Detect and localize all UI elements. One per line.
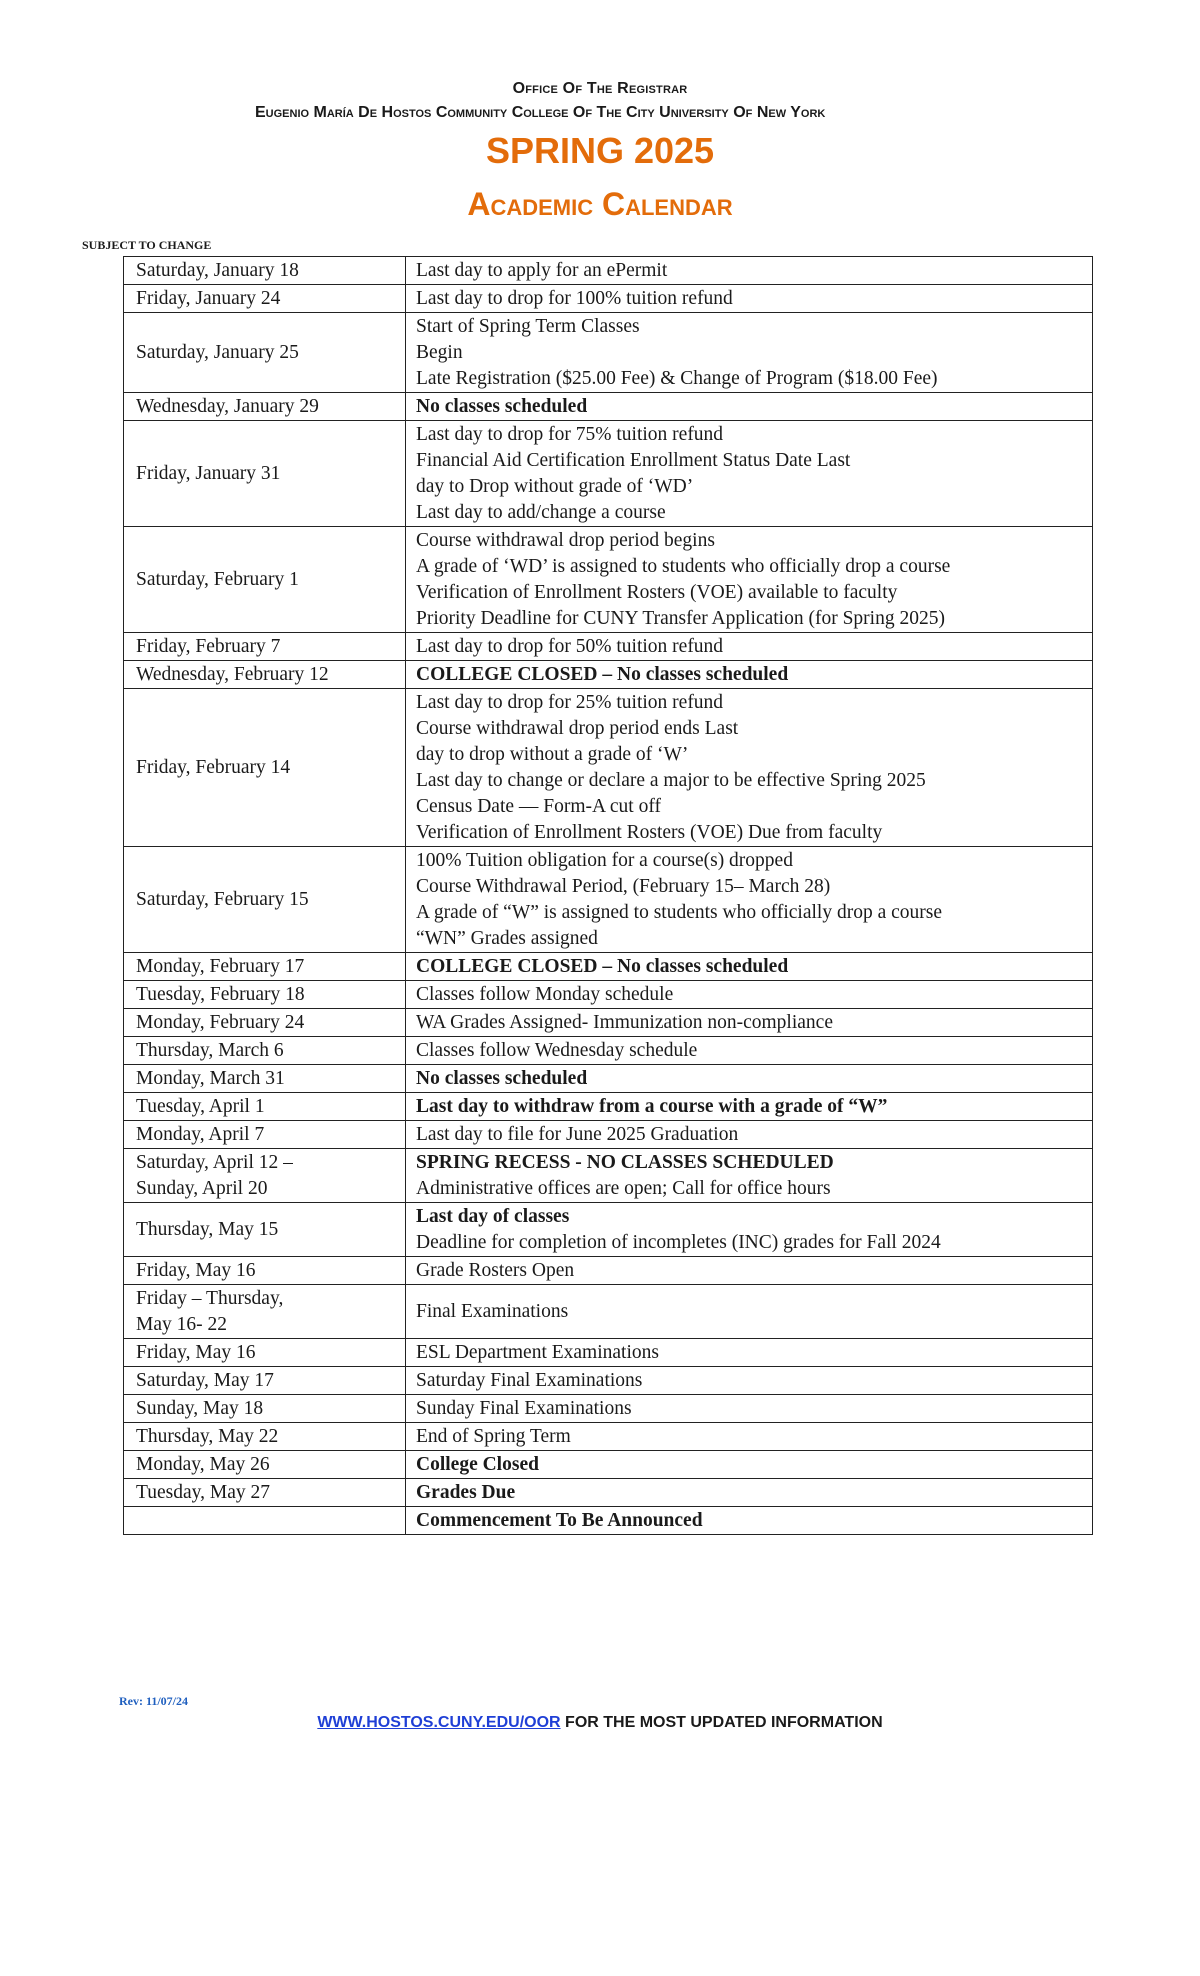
event-cell [406, 1395, 1093, 1423]
calendar-row [124, 953, 1093, 981]
date-cell [124, 313, 406, 393]
calendar-row [124, 1395, 1093, 1423]
event-text: 100% Tuition obligation for a course(s) dropped [416, 850, 793, 871]
calendar-row [124, 285, 1093, 313]
event-cell [406, 1203, 1093, 1257]
calendar-row [124, 1507, 1093, 1535]
event-cell [406, 953, 1093, 981]
date-cell [124, 1065, 406, 1093]
date-cell [124, 847, 406, 953]
date-cell [124, 1257, 406, 1285]
event-cell [406, 1093, 1093, 1121]
date-text: Tuesday, February 18 [136, 984, 305, 1005]
event-text: Grades Due [416, 1482, 516, 1503]
calendar-row [124, 1257, 1093, 1285]
event-text: Course withdrawal drop period begins [416, 530, 715, 551]
event-cell [406, 1121, 1093, 1149]
calendar-row [124, 633, 1093, 661]
event-text: Last day to drop for 100% tuition refund [416, 288, 733, 309]
calendar-row [124, 661, 1093, 689]
date-text: Tuesday, May 27 [136, 1482, 270, 1503]
event-cell [406, 421, 1093, 527]
date-text: Thursday, May 22 [136, 1426, 279, 1447]
calendar-row [124, 1423, 1093, 1451]
event-text: Last day to apply for an ePermit [416, 260, 668, 281]
event-text: COLLEGE CLOSED – No classes scheduled [416, 956, 789, 977]
date-text: Tuesday, April 1 [136, 1096, 265, 1117]
event-text: A grade of ‘WD’ is assigned to students who officially drop a course [416, 556, 951, 577]
event-text: day to drop without a grade of ‘W’ [416, 744, 689, 765]
calendar-row [124, 1339, 1093, 1367]
event-text: Begin [416, 342, 463, 363]
calendar-row [124, 1065, 1093, 1093]
event-text: Last day to drop for 75% tuition refund [416, 424, 724, 445]
date-text: Monday, February 24 [136, 1012, 305, 1033]
calendar-row [124, 1285, 1093, 1339]
date-text: Friday, February 7 [136, 636, 281, 657]
date-text: Wednesday, February 12 [136, 664, 329, 685]
event-cell [406, 847, 1093, 953]
event-text: Census Date — Form-A cut off [416, 796, 661, 817]
calendar-row [124, 1149, 1093, 1203]
event-text: Last day to drop for 50% tuition refund [416, 636, 724, 657]
event-cell [406, 1507, 1093, 1535]
date-text: Saturday, January 18 [136, 260, 299, 281]
calendar-row [124, 421, 1093, 527]
event-text: Verification of Enrollment Rosters (VOE) available to faculty [416, 582, 898, 603]
event-text: “WN” Grades assigned [416, 928, 598, 949]
date-text: Monday, April 7 [136, 1124, 265, 1145]
date-cell [124, 1507, 406, 1535]
event-text: Administrative offices are open; Call for office hours [416, 1178, 831, 1199]
event-text: ESL Department Examinations [416, 1342, 659, 1363]
event-cell [406, 257, 1093, 285]
date-text: Sunday, May 18 [136, 1398, 264, 1419]
event-cell [406, 689, 1093, 847]
date-text: Monday, March 31 [136, 1068, 285, 1089]
date-cell [124, 1203, 406, 1257]
event-cell [406, 1451, 1093, 1479]
date-text: Friday – Thursday, [136, 1288, 284, 1309]
event-cell [406, 1479, 1093, 1507]
calendar-row [124, 689, 1093, 847]
calendar-row [124, 1121, 1093, 1149]
calendar-row [124, 1367, 1093, 1395]
event-cell [406, 313, 1093, 393]
date-cell [124, 1395, 406, 1423]
event-cell [406, 661, 1093, 689]
event-text: day to Drop without grade of ‘WD’ [416, 476, 694, 497]
event-text: Last day to withdraw from a course with a grade of “W” [416, 1096, 888, 1117]
event-text: Last day of classes [416, 1206, 570, 1227]
event-cell [406, 1257, 1093, 1285]
calendar-row [124, 1009, 1093, 1037]
calendar-row [124, 1037, 1093, 1065]
event-text: Classes follow Wednesday schedule [416, 1040, 698, 1061]
academic-calendar-table [123, 256, 1093, 1535]
date-text: May 16- 22 [136, 1314, 227, 1335]
event-text: No classes scheduled [416, 396, 588, 417]
office-heading: Office Of The Registrar [512, 80, 688, 97]
event-cell [406, 633, 1093, 661]
event-text: A grade of “W” is assigned to students who officially drop a course [416, 902, 943, 923]
date-text: Saturday, February 15 [136, 889, 309, 910]
date-cell [124, 1339, 406, 1367]
event-text: Late Registration ($25.00 Fee) & Change of Program ($18.00 Fee) [416, 368, 938, 389]
calendar-table-body [124, 257, 1093, 1535]
calendar-title: Academic Calendar [467, 186, 733, 222]
event-text: COLLEGE CLOSED – No classes scheduled [416, 664, 789, 685]
event-text: Final Examinations [416, 1301, 569, 1322]
date-text: Friday, May 16 [136, 1260, 256, 1281]
event-text: Commencement To Be Announced [416, 1510, 703, 1531]
date-text: Friday, February 14 [136, 757, 291, 778]
date-text: Thursday, March 6 [136, 1040, 284, 1061]
date-text: Monday, May 26 [136, 1454, 270, 1475]
calendar-row [124, 313, 1093, 393]
event-text: Priority Deadline for CUNY Transfer Application (for Spring 2025) [416, 608, 945, 629]
calendar-row [124, 847, 1093, 953]
calendar-row [124, 257, 1093, 285]
event-text: Course Withdrawal Period, (February 15– March 28) [416, 876, 831, 897]
date-text: Wednesday, January 29 [136, 396, 319, 417]
date-text: Monday, February 17 [136, 956, 305, 977]
event-cell [406, 1367, 1093, 1395]
date-cell [124, 1451, 406, 1479]
event-cell [406, 1149, 1093, 1203]
event-cell [406, 1065, 1093, 1093]
date-cell [124, 661, 406, 689]
date-cell [124, 633, 406, 661]
date-text: Friday, January 24 [136, 288, 281, 309]
event-text: Deadline for completion of incompletes (INC) grades for Fall 2024 [416, 1232, 941, 1253]
date-text: Thursday, May 15 [136, 1219, 279, 1240]
event-text: Last day to file for June 2025 Graduation [416, 1124, 739, 1145]
calendar-row [124, 1093, 1093, 1121]
event-text: Saturday Final Examinations [416, 1370, 643, 1391]
calendar-row [124, 527, 1093, 633]
revision-date: Rev: 11/07/24 [119, 1694, 188, 1708]
date-text: Saturday, January 25 [136, 342, 299, 363]
event-cell [406, 1423, 1093, 1451]
date-text: Sunday, April 20 [136, 1178, 268, 1199]
date-cell [124, 1121, 406, 1149]
event-text: No classes scheduled [416, 1068, 588, 1089]
event-text: WA Grades Assigned- Immunization non-compliance [416, 1012, 833, 1033]
event-cell [406, 527, 1093, 633]
footer-text: FOR THE MOST UPDATED INFORMATION [560, 1714, 883, 1731]
event-cell [406, 1339, 1093, 1367]
date-text: Friday, January 31 [136, 463, 281, 484]
calendar-row [124, 981, 1093, 1009]
event-text: Grade Rosters Open [416, 1260, 575, 1281]
date-cell [124, 421, 406, 527]
date-cell [124, 981, 406, 1009]
date-cell [124, 1479, 406, 1507]
date-cell [124, 1093, 406, 1121]
event-text: Last day to add/change a course [416, 502, 666, 523]
event-text: Start of Spring Term Classes [416, 316, 640, 337]
date-cell [124, 393, 406, 421]
date-cell [124, 1037, 406, 1065]
date-cell [124, 527, 406, 633]
calendar-row [124, 1479, 1093, 1507]
event-cell [406, 393, 1093, 421]
event-cell [406, 1285, 1093, 1339]
event-text: Last day to drop for 25% tuition refund [416, 692, 724, 713]
event-text: Classes follow Monday schedule [416, 984, 674, 1005]
date-text: Friday, May 16 [136, 1342, 256, 1363]
calendar-row [124, 1203, 1093, 1257]
subject-to-change-note: SUBJECT TO CHANGE [82, 238, 212, 252]
date-cell [124, 689, 406, 847]
calendar-row [124, 1451, 1093, 1479]
event-cell [406, 981, 1093, 1009]
date-text: Saturday, May 17 [136, 1370, 274, 1391]
date-text: Saturday, April 12 – [136, 1152, 293, 1173]
term-title: SPRING 2025 [485, 130, 715, 171]
event-text: SPRING RECESS - NO CLASSES SCHEDULED [416, 1152, 834, 1173]
event-text: Course withdrawal drop period ends Last [416, 718, 739, 739]
event-text: College Closed [416, 1454, 539, 1475]
event-cell [406, 1009, 1093, 1037]
date-cell [124, 1423, 406, 1451]
event-cell [406, 285, 1093, 313]
date-cell [124, 285, 406, 313]
event-text: Sunday Final Examinations [416, 1398, 632, 1419]
website-link[interactable]: WWW.HOSTOS.CUNY.EDU/OOR [317, 1714, 561, 1731]
date-cell [124, 1009, 406, 1037]
date-cell [124, 257, 406, 285]
event-cell [406, 1037, 1093, 1065]
event-text: Last day to change or declare a major to be effective Spring 2025 [416, 770, 926, 791]
college-heading: Eugenio María De Hostos Community College Of The City University Of New York [255, 104, 826, 121]
date-text: Saturday, February 1 [136, 569, 299, 590]
date-cell [124, 953, 406, 981]
date-cell [124, 1149, 406, 1203]
event-text: Financial Aid Certification Enrollment Status Date Last [416, 450, 851, 471]
event-text: Verification of Enrollment Rosters (VOE) Due from faculty [416, 822, 883, 843]
date-cell [124, 1285, 406, 1339]
date-cell [124, 1367, 406, 1395]
footer-note [0, 1714, 1200, 1732]
event-text: End of Spring Term [416, 1426, 571, 1447]
calendar-row [124, 393, 1093, 421]
